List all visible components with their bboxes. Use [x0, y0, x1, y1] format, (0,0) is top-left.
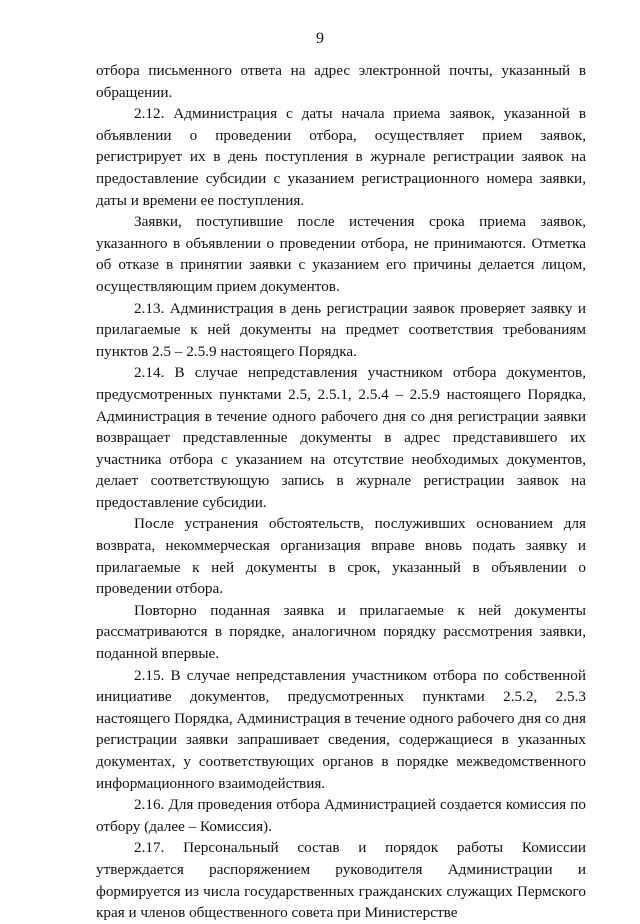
- paragraph: Повторно поданная заявка и прилагаемые к ней документы рассматриваются в порядке, аналогичном порядку рассмотрения заявки, поданной впервые.: [96, 601, 586, 663]
- page-number: 9: [316, 30, 324, 47]
- paragraph: 2.16. Для проведения отбора Администрацией создается комиссия по отбору (далее – Комиссия).: [96, 796, 586, 835]
- paragraph: 2.12. Администрация с даты начала приема заявок, указанной в объявлении о проведении отбора, осуществляет прием заявок, регистрирует их в день поступления в журнале регистрации заявок на предоставление субсидии с указанием регистрационного номера заявки, даты и времени ее поступления.: [96, 105, 586, 209]
- paragraph: После устранения обстоятельств, послуживших основанием для возврата, некоммерческая организация вправе вновь подать заявку и прилагаемые к ней документы в срок, указанный в объявлении о проведении отбора.: [96, 515, 586, 598]
- paragraph: отбора письменного ответа на адрес электронной почты, указанный в обращении.: [96, 62, 586, 101]
- paragraph: 2.14. В случае непредставления участником отбора документов, предусмотренных пунктами 2.5, 2.5.1, 2.5.4 – 2.5.9 настоящего Порядка, Администрация в течение одного рабочего дня со дня регистрации заявки возвращает представленные документы в адрес представившего их участника отбора с указанием на отсутствие необходимых документов, делает соответствующую запись в журнале регистрации заявок на предоставление субсидии.: [96, 364, 586, 511]
- document-body: [96, 60, 586, 924]
- paragraph: 2.17. Персональный состав и порядок работы Комиссии утверждается распоряжением руководителя Администрации и формируется из числа государственных гражданских служащих Пермского края и членов общественного совета при Министерстве: [96, 839, 586, 922]
- paragraph: Заявки, поступившие после истечения срока приема заявок, указанного в объявлении о проведении отбора, не принимаются. Отметка об отказе в принятии заявки с указанием его причины делается лицом, осуществляющим прием документов.: [96, 213, 586, 295]
- paragraph: 2.15. В случае непредставления участником отбора по собственной инициативе документов, предусмотренных пунктами 2.5.2, 2.5.3 настоящего Порядка, Администрация в течение одного рабочего дня со дня регистрации заявки запрашивает сведения, содержащиеся в указанных документах, у соответствующих органов в порядке межведомственного информационного взаимодействия.: [96, 666, 586, 792]
- paragraph: 2.13. Администрация в день регистрации заявок проверяет заявку и прилагаемые к ней документы на предмет соответствия требованиям пунктов 2.5 – 2.5.9 настоящего Порядка.: [96, 299, 586, 360]
